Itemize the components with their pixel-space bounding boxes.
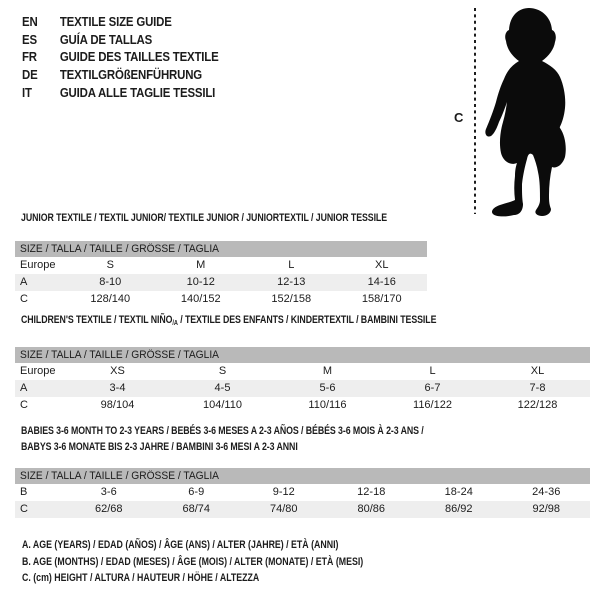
row-label: A xyxy=(20,276,28,288)
row-label: A xyxy=(20,382,28,394)
children-size-table xyxy=(15,347,590,414)
legend-line-c: C. (cm) HEIGHT / ALTURA / HAUTEUR / HÖHE / ALTEZZA xyxy=(22,572,260,584)
table-cell: L xyxy=(288,259,295,271)
table-cell: 5-6 xyxy=(319,382,336,394)
table-cell: 62/68 xyxy=(94,503,123,515)
lang-code: DE xyxy=(22,67,38,83)
table-cell: 3-4 xyxy=(109,382,126,394)
lang-label: GUIDA ALLE TAGLIE TESSILI xyxy=(59,84,216,100)
table-cell: 12-18 xyxy=(357,486,386,498)
lang-code: ES xyxy=(22,31,37,47)
table-cell: S xyxy=(106,259,114,271)
toddler-silhouette-icon xyxy=(485,8,565,216)
legend-line-a: A. AGE (YEARS) / EDAD (AÑOS) / ÂGE (ANS) / ALTER (JAHRE) / ETÀ (ANNI) xyxy=(22,539,339,551)
table-cell: M xyxy=(322,365,333,377)
section-title-babies-line2: BABYS 3-6 MONATE BIS 2-3 JAHRE / BAMBINI 3-6 MESI A 2-3 ANNI xyxy=(21,441,298,453)
toddler-figure xyxy=(440,2,590,218)
lang-code: EN xyxy=(22,14,38,30)
lang-row-de xyxy=(22,66,219,84)
table-cell: 3-6 xyxy=(100,486,117,498)
table-cell: 9-12 xyxy=(272,486,295,498)
table-cell: 12-13 xyxy=(277,276,306,288)
table-cell: 116/122 xyxy=(413,399,452,411)
size-header-bar xyxy=(15,468,590,484)
height-label-c: C xyxy=(454,110,464,125)
section-title-junior xyxy=(21,212,479,224)
lang-row-en xyxy=(22,13,219,31)
table-cell: 14-16 xyxy=(367,276,396,288)
table-cell: L xyxy=(429,365,436,377)
row-label: Europe xyxy=(20,259,56,271)
size-header-bar xyxy=(15,241,427,257)
table-cell: 74/80 xyxy=(269,503,298,515)
row-label: C xyxy=(20,399,28,411)
size-header-label: SIZE / TALLA / TAILLE / GRÖSSE / TAGLIA xyxy=(20,349,220,361)
table-cell: 7-8 xyxy=(529,382,546,394)
table-cell: 92/98 xyxy=(532,503,561,515)
size-header-bar xyxy=(15,347,590,363)
table-cell: 158/170 xyxy=(361,293,402,305)
title-post: / TEXTILE DES ENFANTS / KINDERTEXTIL / BAMBINI TESSILE xyxy=(177,314,437,326)
table-row xyxy=(15,291,427,308)
table-cell: 8-10 xyxy=(99,276,122,288)
lang-code: IT xyxy=(22,84,32,100)
table-cell: S xyxy=(218,365,227,377)
lang-row-it xyxy=(22,83,219,101)
table-cell: 80/86 xyxy=(357,503,386,515)
row-label: B xyxy=(20,486,28,498)
table-cell: 10-12 xyxy=(186,276,215,288)
table-cell: 98/104 xyxy=(100,399,135,411)
title-pre: CHILDREN'S TEXTILE / TEXTIL NIÑO xyxy=(21,314,173,326)
table-row xyxy=(15,274,427,291)
table-cell: 152/158 xyxy=(271,293,312,305)
table-cell: 4-5 xyxy=(214,382,231,394)
table-cell: 6-7 xyxy=(424,382,441,394)
lang-row-es xyxy=(22,31,219,49)
table-cell: 140/152 xyxy=(180,293,221,305)
table-cell: 128/140 xyxy=(90,293,131,305)
row-label: C xyxy=(20,293,28,305)
table-row xyxy=(15,380,590,397)
junior-size-table xyxy=(15,241,427,308)
measure-legend xyxy=(22,537,449,587)
table-cell: 6-9 xyxy=(188,486,205,498)
section-title-children-text xyxy=(21,314,436,327)
table-cell: 110/116 xyxy=(308,399,347,411)
table-cell: M xyxy=(196,259,206,271)
table-cell: XL xyxy=(375,259,389,271)
table-row xyxy=(15,363,590,380)
table-cell: 86/92 xyxy=(444,503,473,515)
row-label: Europe xyxy=(20,365,56,377)
section-title-children xyxy=(21,314,540,327)
table-cell: 18-24 xyxy=(444,486,473,498)
lang-label: GUIDE DES TAILLES TEXTILE xyxy=(59,49,219,65)
table-cell: 122/128 xyxy=(517,399,558,411)
language-title-block xyxy=(22,13,245,101)
row-label: C xyxy=(20,503,28,515)
size-header-label: SIZE / TALLA / TAILLE / GRÖSSE / TAGLIA xyxy=(20,470,220,482)
table-row xyxy=(15,484,590,501)
table-row xyxy=(15,397,590,414)
table-cell: 24-36 xyxy=(532,486,561,498)
section-title-babies xyxy=(21,423,524,455)
table-cell: XS xyxy=(110,365,125,377)
title-subscript: /A xyxy=(172,320,178,327)
lang-label: TEXTILGRÖßENFÜHRUNG xyxy=(59,67,203,83)
section-title-junior-text: JUNIOR TEXTILE / TEXTIL JUNIOR/ TEXTILE JUNIOR / JUNIORTEXTIL / JUNIOR TESSILE xyxy=(21,212,388,224)
table-row xyxy=(15,501,590,518)
section-title-babies-line1: BABIES 3-6 MONTH TO 2-3 YEARS / BEBÉS 3-6 MESES A 2-3 AÑOS / BÉBÉS 3-6 MOIS À 2-3 ANS / xyxy=(21,425,424,437)
table-row xyxy=(15,257,427,274)
table-cell: 104/110 xyxy=(203,399,242,411)
lang-label: TEXTILE SIZE GUIDE xyxy=(59,14,172,30)
size-header-label: SIZE / TALLA / TAILLE / GRÖSSE / TAGLIA xyxy=(20,243,220,255)
lang-label: GUÍA DE TALLAS xyxy=(59,31,153,47)
table-cell: XL xyxy=(530,365,545,377)
lang-code: FR xyxy=(22,49,37,65)
lang-row-fr xyxy=(22,48,219,66)
babies-size-table xyxy=(15,468,590,518)
legend-line-b: B. AGE (MONTHS) / EDAD (MESES) / ÂGE (MOIS) / ALTER (MONATE) / ETÀ (MESI) xyxy=(22,555,364,568)
table-cell: 68/74 xyxy=(182,503,211,515)
